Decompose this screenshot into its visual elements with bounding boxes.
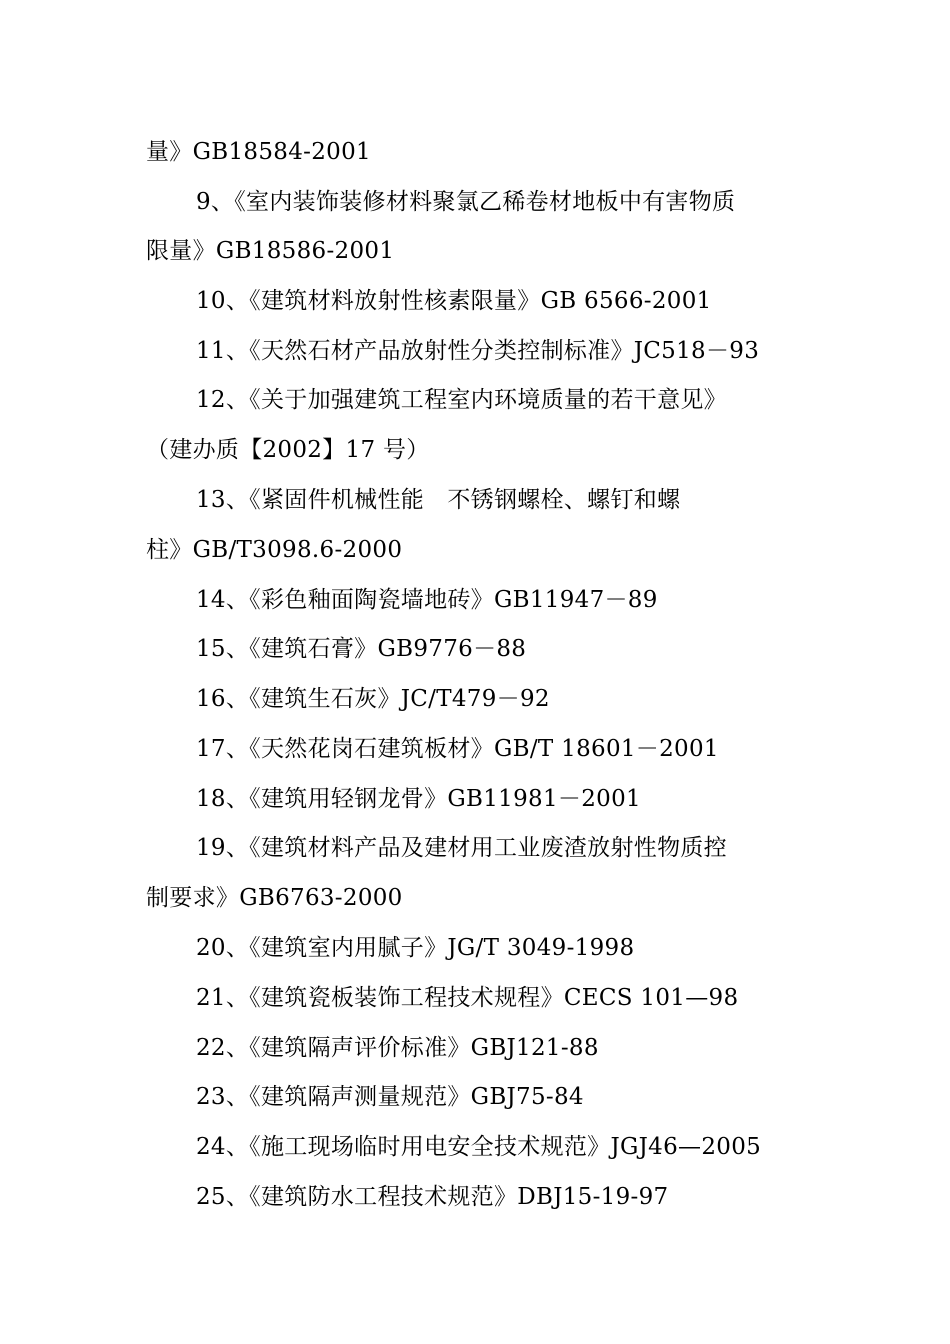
text-line: 柱》GB/T3098.6-2000 — [146, 537, 403, 563]
list-item: 9、《室内装饰装修材料聚氯乙稀卷材地板中有害物质 — [196, 189, 736, 215]
list-item: 22、《建筑隔声评价标准》GBJ121-88 — [196, 1035, 599, 1061]
list-item: 13、《紧固件机械性能 不锈钢螺栓、螺钉和螺 — [196, 487, 681, 513]
text-line: 制要求》GB6763-2000 — [146, 885, 403, 911]
list-item: 14、《彩色釉面陶瓷墙地砖》GB11947－89 — [196, 587, 658, 613]
list-item: 18、《建筑用轻钢龙骨》GB11981－2001 — [196, 786, 641, 812]
text-line: 限量》GB18586-2001 — [146, 238, 395, 264]
list-item: 24、《施工现场临时用电安全技术规范》JGJ46—2005 — [196, 1134, 762, 1160]
text-line: （建办质【2002】17 号） — [146, 437, 430, 463]
list-item: 21、《建筑瓷板装饰工程技术规程》CECS 101—98 — [196, 985, 739, 1011]
list-item: 17、《天然花岗石建筑板材》GB/T 18601－2001 — [196, 736, 719, 762]
text-line: 量》GB18584-2001 — [146, 139, 371, 165]
list-item: 15、《建筑石膏》GB9776－88 — [196, 636, 527, 662]
list-item: 11、《天然石材产品放射性分类控制标准》JC518－93 — [196, 338, 760, 364]
list-item: 12、《关于加强建筑工程室内环境质量的若干意见》 — [196, 387, 727, 413]
list-item: 10、《建筑材料放射性核素限量》GB 6566-2001 — [196, 288, 712, 314]
list-item: 23、《建筑隔声测量规范》GBJ75-84 — [196, 1084, 584, 1110]
list-item: 20、《建筑室内用腻子》JG/T 3049-1998 — [196, 935, 635, 961]
list-item: 19、《建筑材料产品及建材用工业废渣放射性物质控 — [196, 835, 727, 861]
list-item: 16、《建筑生石灰》JC/T479－92 — [196, 686, 550, 712]
list-item: 25、《建筑防水工程技术规范》DBJ15-19-97 — [196, 1184, 669, 1210]
